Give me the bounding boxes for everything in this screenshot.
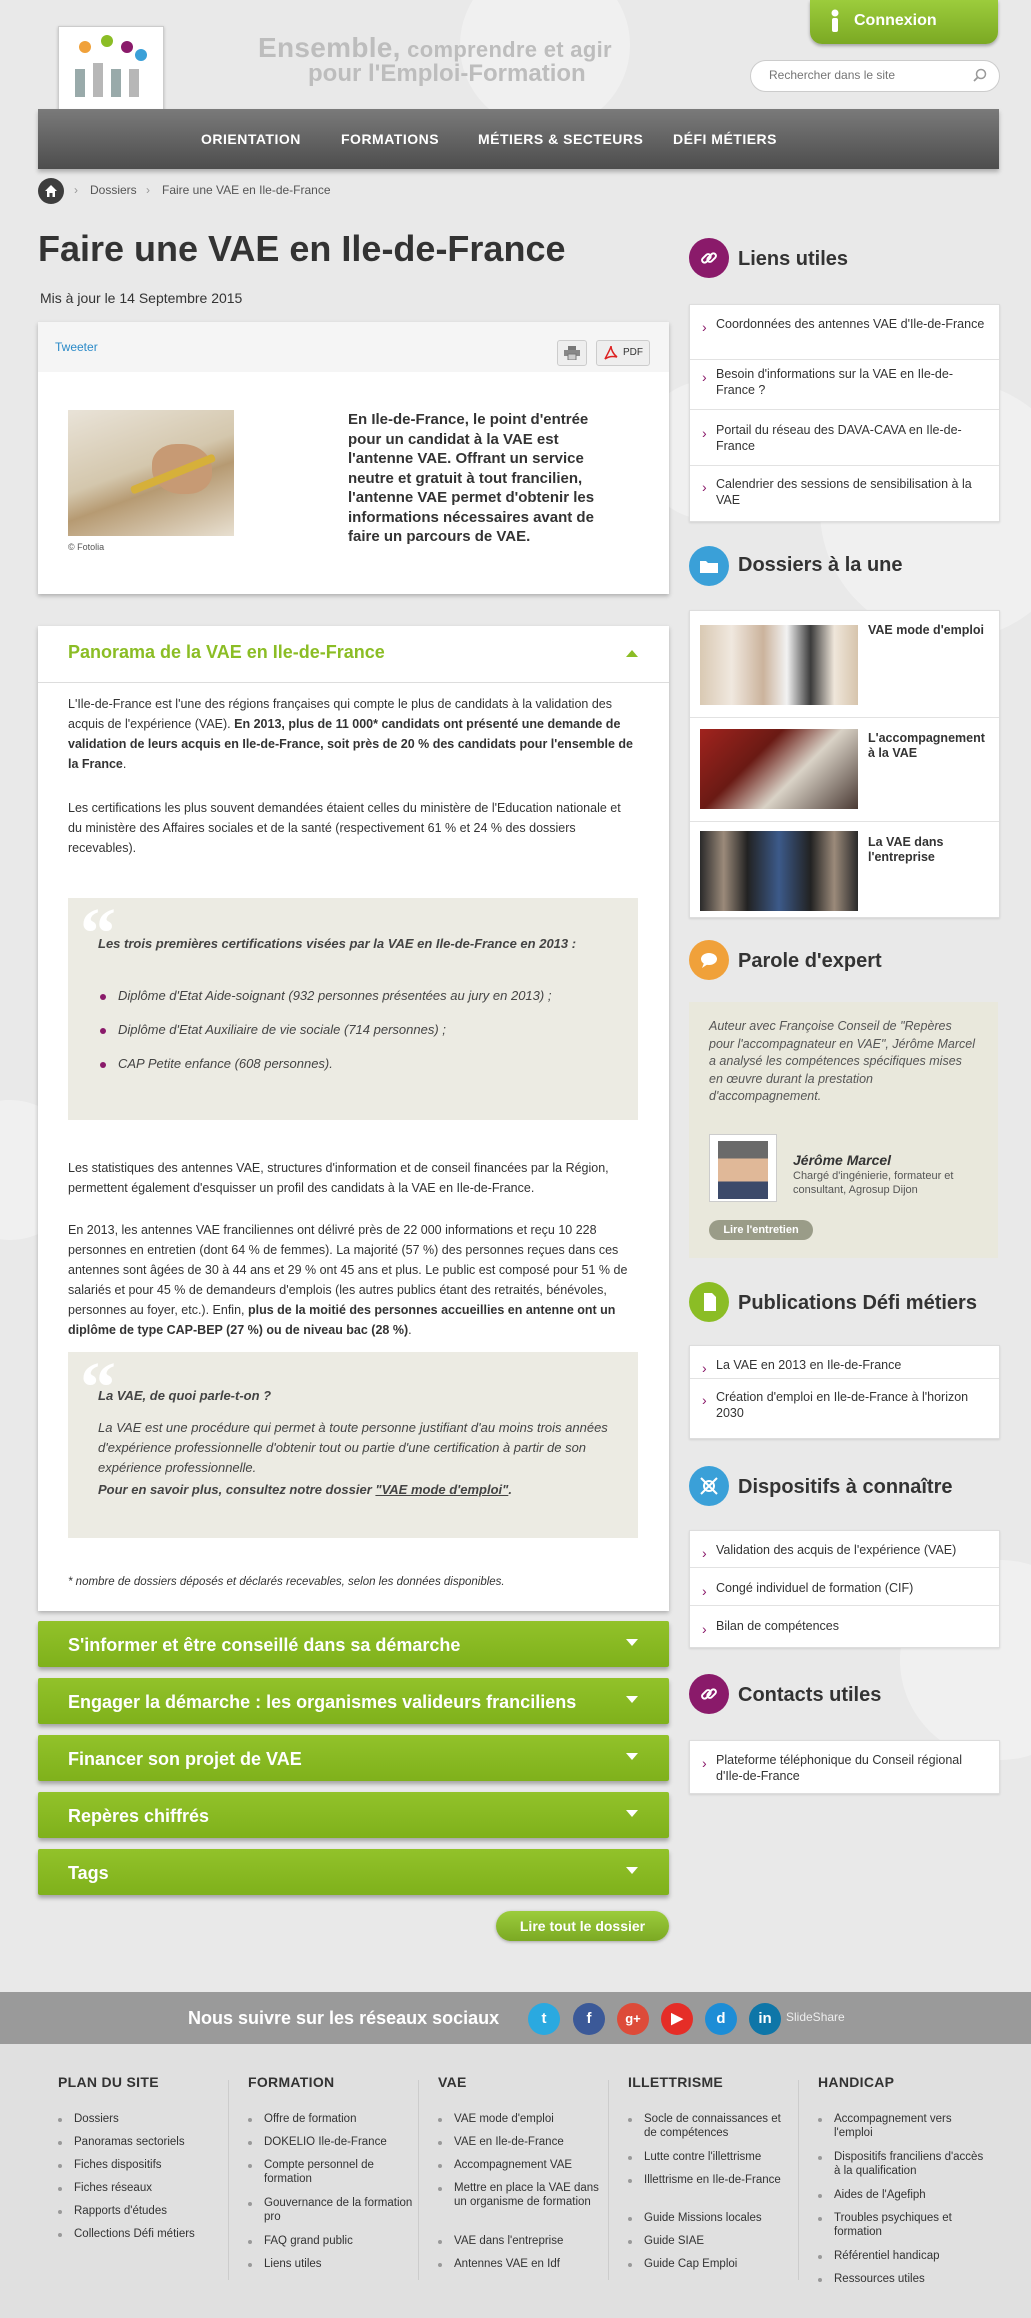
bullet (248, 2118, 252, 2122)
quote-body: La VAE est une procédure qui permet à toute personne justifiant d'au moins trois années d'expérience professionnelle d'obtenir tout ou partie d'une certification à partir de son expérience professionnelle. (98, 1420, 608, 1475)
defi-metiers-icon[interactable]: d (705, 2003, 737, 2035)
link-icon (689, 238, 729, 278)
list-item[interactable]: › Validation des acquis de l'expérience (VAE) (690, 1541, 999, 1568)
print-icon (564, 346, 580, 360)
breadcrumb-separator: › (146, 183, 150, 197)
page-title: Faire une VAE en Ile-de-France (38, 228, 566, 269)
footer-col-title: ILLETTRISME (628, 2074, 724, 2090)
dossier-image (700, 625, 858, 705)
breadcrumb-separator: › (74, 183, 78, 197)
footer-link[interactable]: VAE en Ile-de-France (454, 2136, 564, 2148)
accordion-sinformer[interactable]: S'informer et être conseillé dans sa démarche (38, 1621, 669, 1667)
chevron-down-icon (626, 1867, 638, 1874)
document-icon (689, 1282, 729, 1322)
footer-link[interactable]: Accompagnement vers l'emploi (834, 2113, 952, 2139)
bullet (58, 2141, 62, 2145)
liens-utiles-list (689, 304, 1000, 522)
main-navigation (38, 109, 999, 169)
chevron-down-icon (626, 1639, 638, 1646)
bullet (818, 2217, 822, 2221)
folder-icon (689, 546, 729, 586)
footer-link[interactable]: Référentiel handicap (834, 2250, 940, 2262)
footer-col-title: HANDICAP (818, 2074, 895, 2090)
publications-list (689, 1345, 1000, 1439)
footer-link[interactable]: Illettrisme en Ile-de-France (644, 2174, 781, 2186)
footer-link[interactable]: Dispositifs franciliens d'accès à la qualification (834, 2151, 984, 2177)
bullet (438, 2187, 442, 2191)
accordion-engager[interactable]: Engager la démarche : les organismes valideurs franciliens (38, 1678, 669, 1724)
expert-avatar (709, 1134, 777, 1202)
contacts-list (689, 1740, 1000, 1794)
quote-item: Diplôme d'Etat Aide-soignant (932 personnes présentées au jury en 2013) ; (118, 988, 552, 1003)
footer-link[interactable]: Troubles psychiques et formation (834, 2212, 952, 2238)
pdf-icon (603, 345, 619, 361)
collapse-arrow-icon[interactable] (626, 650, 638, 657)
tweet-button[interactable]: Tweeter (55, 340, 98, 354)
social-label: Nous suivre sur les réseaux sociaux (188, 2008, 500, 2028)
divider (228, 2080, 229, 2280)
slideshare-link[interactable]: SlideShare (786, 2010, 845, 2024)
footer-link[interactable]: Aides de l'Agefiph (834, 2189, 926, 2201)
footer-link[interactable]: Guide Cap Emploi (644, 2258, 738, 2270)
paragraph: L'Ile-de-France est l'une des régions françaises qui compte le plus de candidats à la validation des acquis de l'expérience (VAE). En 2013, plus de 11 000* candidats ont présenté une demande de validation de leurs acquis en Ile-de-France, soit près de 20 % des candidats pour l'ensemble de la France. (68, 697, 633, 771)
paragraph: Les statistiques des antennes VAE, structures d'information et de conseil financées par la Région, permettent également d'esquisser un profil des candidats à la VAE en Ile-de-France. (68, 1161, 609, 1195)
footer-col-vae (438, 2074, 608, 2270)
nav-metiers-secteurs[interactable]: MÉTIERS & SECTEURS (478, 131, 644, 147)
footer-col-illettrisme (628, 2074, 798, 2270)
quote-title: Les trois premières certifications visées par la VAE en Ile-de-France en 2013 : (98, 936, 577, 951)
footer (0, 2044, 1031, 2318)
pdf-button[interactable] (596, 340, 650, 366)
panorama-section (38, 626, 669, 1611)
linkedin-icon[interactable]: in (749, 2003, 781, 2035)
dossier-item[interactable]: L'accompagnement à la VAE (690, 717, 999, 822)
twitter-icon[interactable]: t (528, 2003, 560, 2035)
bullet (438, 2263, 442, 2267)
expert-card (689, 1002, 998, 1258)
divider (38, 682, 669, 683)
google-plus-icon[interactable]: g+ (617, 2003, 649, 2035)
quote-title: La VAE, de quoi parle-t-on ? (98, 1388, 272, 1403)
paragraph: Les certifications les plus souvent demandées étaient celles du ministère de l'Education nationale et du ministère des Affaires sociales et de la santé (respectivement 61 % et 24 % des dossiers recevables). (68, 801, 621, 855)
list-item[interactable]: › Bilan de compétences (702, 1619, 839, 1637)
footer-link[interactable]: DOKELIO Ile-de-France (264, 2136, 387, 2148)
footer-link[interactable]: Collections Défi métiers (74, 2228, 195, 2240)
footer-link[interactable]: FAQ grand public (264, 2235, 353, 2247)
bullet (58, 2233, 62, 2237)
quote-item: CAP Petite enfance (608 personnes). (118, 1056, 333, 1071)
read-all-button[interactable]: Lire tout le dossier (496, 1911, 669, 1941)
panorama-heading[interactable]: Panorama de la VAE en Ile-de-France (68, 642, 385, 662)
bullet (100, 1062, 106, 1068)
footer-link[interactable]: Gouvernance de la formation pro (264, 2197, 413, 2223)
read-interview-button[interactable]: Lire l'entretien (709, 1220, 813, 1240)
footer-link[interactable]: Compte personnel de formation (264, 2159, 374, 2185)
quote-more: Pour en savoir plus, consultez notre dossier "VAE mode d'emploi". (98, 1482, 512, 1497)
vae-mode-emploi-link[interactable]: "VAE mode d'emploi" (375, 1482, 509, 1497)
footer-link[interactable]: Panoramas sectoriels (74, 2136, 185, 2148)
footer-col-formation (248, 2074, 418, 2270)
bullet (438, 2118, 442, 2122)
dispositifs-list (689, 1530, 1000, 1648)
search-input[interactable] (767, 67, 961, 83)
home-icon (44, 184, 58, 198)
nav-formations[interactable]: FORMATIONS (341, 131, 440, 147)
header-tagline-2: pour l'Emploi-Formation (308, 60, 586, 87)
accordion-reperes[interactable]: Repères chiffrés (38, 1792, 669, 1838)
chevron-down-icon (626, 1753, 638, 1760)
social-bar (0, 1992, 1031, 2044)
bullet (628, 2240, 632, 2244)
bullet (248, 2202, 252, 2206)
divider (418, 2080, 419, 2280)
bullet (628, 2263, 632, 2267)
bullet (628, 2179, 632, 2183)
bullet (58, 2164, 62, 2168)
breadcrumb-dossiers[interactable]: Dossiers (90, 183, 137, 197)
quote-box (68, 1347, 638, 1538)
footer-link[interactable]: Guide SIAE (644, 2235, 705, 2247)
dossiers-list (689, 610, 1000, 918)
footnote: * nombre de dossiers déposés et déclarés recevables, selon les données disponibles. (68, 1576, 505, 1588)
divider (798, 2080, 799, 2280)
article-toolbar (38, 322, 669, 372)
sidebar-title-expert: Parole d'expert (738, 950, 882, 972)
list-item[interactable]: › Besoin d'informations sur la VAE en Ile-de-France ? (690, 365, 999, 410)
footer-link[interactable]: Dossiers (74, 2113, 119, 2125)
bullet (248, 2240, 252, 2244)
divider (608, 2080, 609, 2280)
expert-role: Chargé d'ingénierie, formateur et consultant, Agrosup Dijon (793, 1170, 954, 1196)
accordion-financer[interactable]: Financer son projet de VAE (38, 1735, 669, 1781)
bullet (818, 2118, 822, 2122)
photo-credit: © Fotolia (68, 542, 105, 552)
article-intro-card (38, 322, 669, 594)
expert-quote: Auteur avec Françoise Conseil de "Repères pour l'accompagnateur en VAE", Jérôme Marcel a analysé les compétences spécifiques mises en œuvre durant la prestation d'accompagnement. (709, 1019, 975, 1103)
list-item[interactable]: › Congé individuel de formation (CIF) (690, 1579, 999, 1606)
search-icon[interactable] (973, 68, 987, 82)
article-intro: En Ile-de-France, le point d'entrée pour un candidat à la VAE est l'antenne VAE. Offrant un service neutre et gratuit à tout francilien, l'antenne VAE permet d'obtenir les informations nécessaires avant de faire un parcours de VAE. (348, 411, 595, 545)
bullet (58, 2187, 62, 2191)
sidebar-title-liens-utiles: Liens utiles (738, 248, 849, 270)
nav-orientation[interactable]: ORIENTATION (201, 131, 301, 147)
header-tagline: Ensemble, comprendre et agir (258, 32, 612, 63)
bullet (100, 994, 106, 1000)
bullet (818, 2156, 822, 2160)
bullet (628, 2156, 632, 2160)
connexion-button[interactable] (810, 0, 998, 44)
youtube-icon[interactable]: ▶ (661, 2003, 693, 2035)
facebook-icon[interactable]: f (573, 2003, 605, 2035)
dossier-item[interactable]: La VAE dans l'entreprise (690, 821, 999, 917)
bullet (248, 2164, 252, 2168)
bullet (628, 2118, 632, 2122)
bullet (438, 2240, 442, 2244)
updated-date: Mis à jour le 14 Septembre 2015 (40, 290, 243, 306)
bullet (628, 2217, 632, 2221)
footer-col-handicap (818, 2074, 988, 2285)
dossier-image (700, 729, 858, 809)
search-box[interactable] (750, 60, 1000, 92)
accordion-tags[interactable]: Tags (38, 1849, 669, 1895)
list-item[interactable]: › Plateforme téléphonique du Conseil régional d'Ile-de-France (702, 1753, 962, 1783)
footer-link[interactable]: Rapports d'études (74, 2205, 167, 2217)
chevron-down-icon (626, 1696, 638, 1703)
footer-link[interactable]: Antennes VAE en Idf (454, 2258, 560, 2270)
pdf-label: PDF (623, 347, 643, 358)
footer-link[interactable]: Fiches dispositifs (74, 2159, 162, 2171)
bullet (818, 2255, 822, 2259)
paragraph: En 2013, les antennes VAE franciliennes ont délivré près de 22 000 informations et reçu 10 228 personnes en entretien (dont 64 % de femmes). La majorité (57 %) des personnes reçues dans ces antennes sont âgées de 30 à 44 ans et 29 % ont 45 ans et plus. Le public est composé pour 51 % de salariés et pour 45 % de demandeurs d'emplois (les autres publics étant des retraités, bénévoles, personnes au foyer, etc.). Enfin, plus de la moitié des personnes accueillies en antenne ont un diplôme de type CAP-BEP (27 %) ou de niveau bac (28 %). (68, 1223, 628, 1337)
footer-link[interactable]: Ressources utiles (834, 2273, 925, 2285)
bullet (438, 2164, 442, 2168)
footer-col-plan (58, 2074, 228, 2240)
sidebar-title-dossiers: Dossiers à la une (738, 554, 903, 576)
bullet (818, 2194, 822, 2198)
speech-bubble-icon (689, 940, 729, 980)
print-button[interactable] (557, 340, 587, 366)
bullet (438, 2141, 442, 2145)
footer-link[interactable]: Mettre en place la VAE dans un organisme de formation (454, 2182, 599, 2208)
footer-link[interactable]: VAE dans l'entreprise (454, 2235, 564, 2247)
list-item[interactable]: › Coordonnées des antennes VAE d'Ile-de-France (690, 315, 999, 360)
bullet (100, 1028, 106, 1034)
list-item[interactable]: › Création d'emploi en Ile-de-France à l'horizon 2030 (702, 1390, 969, 1420)
footer-link[interactable]: Lutte contre l'illettrisme (644, 2151, 762, 2163)
list-item[interactable]: › Portail du réseau des DAVA-CAVA en Ile-de-France (690, 421, 999, 466)
footer-col-title: PLAN DU SITE (58, 2074, 159, 2090)
list-item[interactable]: › Calendrier des sessions de sensibilisation à la VAE (702, 477, 972, 507)
breadcrumb-home[interactable] (38, 178, 64, 204)
bullet (58, 2118, 62, 2122)
quote-item: Diplôme d'Etat Auxiliaire de vie sociale (714 personnes) ; (118, 1022, 446, 1037)
footer-link[interactable]: Guide Missions locales (644, 2212, 762, 2224)
user-icon (828, 9, 842, 33)
bullet (248, 2141, 252, 2145)
footer-link[interactable]: VAE mode d'emploi (454, 2113, 554, 2125)
footer-link[interactable]: Accompagnement VAE (454, 2159, 573, 2171)
article-photo (68, 410, 234, 536)
sidebar-title-dispositifs: Dispositifs à connaître (738, 1476, 953, 1498)
chevron-down-icon (626, 1810, 638, 1817)
footer-col-title: FORMATION (248, 2074, 335, 2090)
list-item[interactable]: › La VAE en 2013 en Ile-de-France (690, 1356, 999, 1379)
footer-link[interactable]: Socle de connaissances et de compétences (644, 2113, 781, 2139)
footer-link[interactable]: Fiches réseaux (74, 2182, 152, 2194)
footer-link[interactable]: Offre de formation (264, 2113, 357, 2125)
footer-col-title: VAE (438, 2074, 467, 2090)
bullet (58, 2210, 62, 2214)
quote-icon: “ (80, 1347, 116, 1427)
dossier-image (700, 831, 858, 911)
dossier-item[interactable]: VAE mode d'emploi (690, 611, 999, 718)
bullet (818, 2278, 822, 2282)
footer-link[interactable]: Liens utiles (264, 2258, 322, 2270)
nav-defi-metiers[interactable]: DÉFI MÉTIERS (673, 131, 778, 147)
sidebar-title-contacts: Contacts utiles (738, 1684, 882, 1706)
sidebar-title-publications: Publications Défi métiers (738, 1292, 977, 1314)
quote-box (68, 893, 638, 1120)
expert-name: Jérôme Marcel (793, 1152, 892, 1168)
breadcrumb-current: Faire une VAE en Ile-de-France (162, 183, 331, 197)
connexion-label: Connexion (854, 12, 937, 29)
link-icon (689, 1674, 729, 1714)
bullet (248, 2263, 252, 2267)
quote-icon: “ (80, 893, 116, 973)
target-icon (689, 1466, 729, 1506)
